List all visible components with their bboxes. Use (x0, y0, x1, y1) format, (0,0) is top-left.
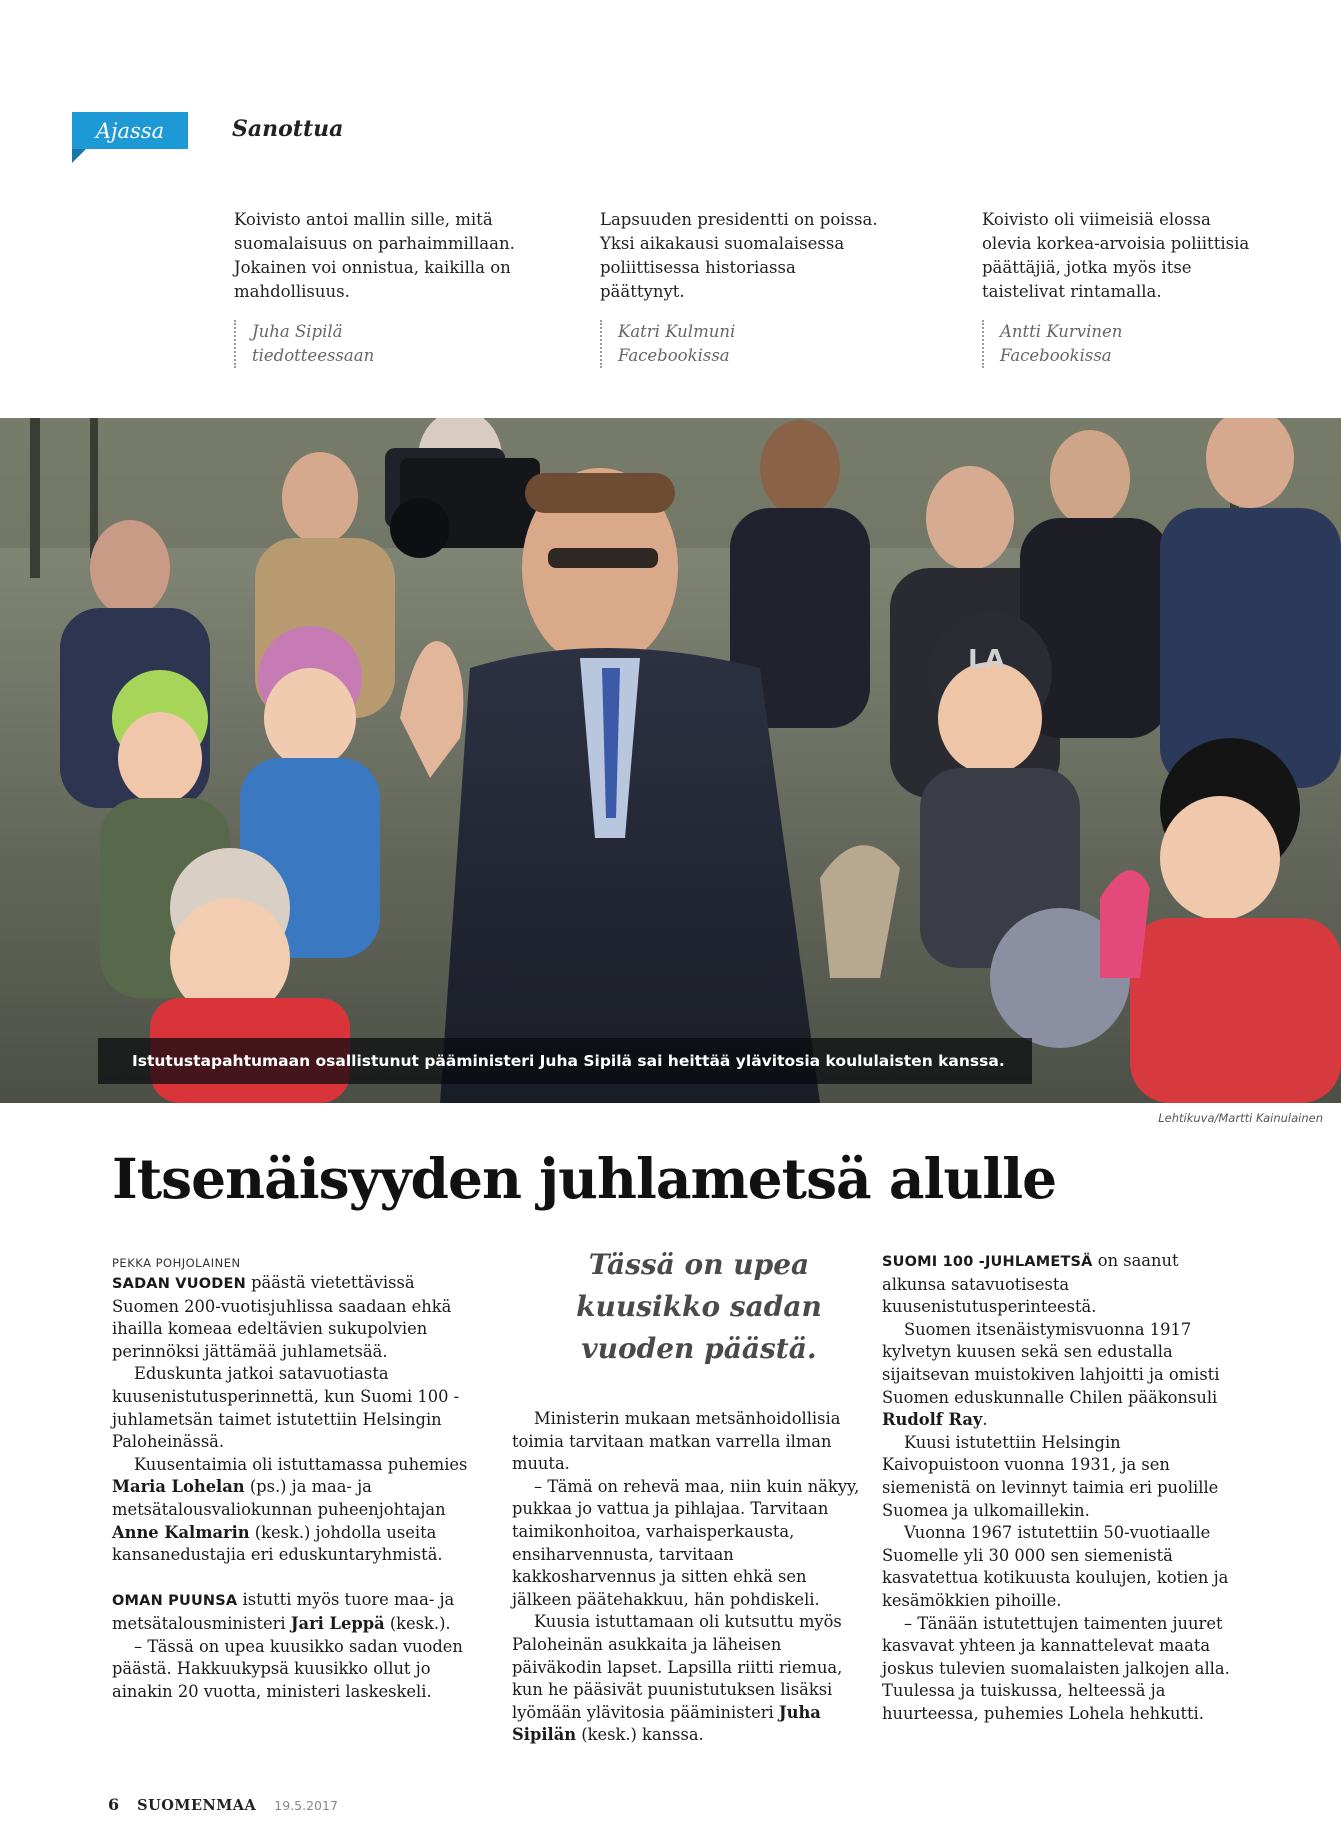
quote-medium: tiedotteessaan (252, 346, 375, 365)
quote-author: Antti Kurvinen (1000, 322, 1123, 341)
text-run: Kuusentaimia oli istuttamassa puhemies (134, 1454, 468, 1474)
quote-line: päättynyt. (600, 282, 685, 301)
text-run: (ps.) ja maa- ja metsätalousvaliokunnan puheenjohtajan (112, 1477, 446, 1519)
quote-line: suomalaisuus on parhaimmillaan. (234, 234, 515, 253)
text-run: on saanut alkunsa satavuotisesta kuusenistutusperinteestä. (882, 1251, 1179, 1317)
quote-text (600, 208, 900, 304)
quote-author: Juha Sipilä (252, 322, 343, 341)
news-photo (0, 418, 1341, 1103)
paragraph (112, 1589, 470, 1635)
quote-line: Yksi aikakausi suomalaisessa (600, 234, 845, 253)
person-name: Juha Sipilän (512, 1702, 821, 1745)
quote-line: Koivisto oli viimeisiä elossa (982, 210, 1211, 229)
quote-line: taistelivat rintamalla. (982, 282, 1162, 301)
text-run: (kesk.) kanssa. (576, 1725, 704, 1745)
quote-line: Jokainen voi onnistua, kaikilla on (234, 258, 511, 277)
paragraph: Eduskunta jatkoi satavuotiasta kuusenistutusperinnettä, kun Suomi 100 -juhlametsän taimet istutettiin Helsingin Paloheinässä. (112, 1364, 460, 1452)
quote-source (600, 320, 900, 368)
text-run: (kesk.) johdolla useita kansanedustajia eri eduskuntaryhmistä. (112, 1522, 443, 1565)
paragraph: – Tässä on upea kuusikko sadan vuoden päästä. Hakkuukypsä kuusikko ollut jo ainakin 20 vuotta, ministeri laskeskeli. (112, 1636, 463, 1701)
pull-quote-line: Tässä on upea (588, 1248, 810, 1281)
quote-text (982, 208, 1282, 304)
quote-medium: Facebookissa (1000, 346, 1112, 365)
quote-author: Katri Kulmuni (618, 322, 736, 341)
quote-source (234, 320, 534, 368)
quote-source (982, 320, 1282, 368)
paragraph (512, 1611, 870, 1747)
page-number: 6 (108, 1795, 120, 1814)
paragraph (882, 1250, 1240, 1319)
paragraph: Ministerin mukaan metsänhoidollisia toimia tarvitaan matkan varrella ilman muuta. (512, 1409, 841, 1474)
article-column-2 (512, 1408, 870, 1747)
quote-text (234, 208, 534, 304)
section-tab (72, 112, 188, 149)
person-name: Jari Leppä (290, 1613, 385, 1633)
quote-2 (600, 208, 900, 368)
pull-quote-line: kuusikko sadan (576, 1290, 822, 1323)
pull-quote (520, 1244, 878, 1370)
lead-in: SUOMI 100 -JUHLAMETSÄ (882, 1254, 1093, 1270)
article-column-1 (112, 1254, 470, 1703)
text-run: päästä vietettävissä Suomen 200-vuotisjuhlissa saadaan ehkä ihailla komeaa edeltävien sukupolvien perinnöksi jättämää juhlametsää. (112, 1273, 452, 1361)
section-tab-label: Ajassa (95, 118, 165, 143)
person-name: Rudolf Ray (882, 1410, 983, 1430)
quote-1 (234, 208, 534, 368)
issue-date: 19.5.2017 (274, 1798, 338, 1813)
section-title: Sanottua (232, 116, 344, 142)
quote-line: päättäjiä, jotka myös itse (982, 258, 1192, 277)
quote-line: olevia korkea-arvoisia poliittisia (982, 234, 1250, 253)
text-run: (kesk.). (384, 1613, 451, 1633)
quote-line: mahdollisuus. (234, 282, 350, 301)
magazine-name: SUOMENMAA (137, 1797, 257, 1814)
article-headline: Itsenäisyyden juhlametsä alulle (112, 1146, 1057, 1211)
byline: PEKKA POHJOLAINEN (112, 1256, 241, 1270)
quote-line: Koivisto antoi mallin sille, mitä (234, 210, 493, 229)
pull-quote-line: vuoden päästä. (581, 1332, 817, 1365)
person-name: Anne Kalmarin (112, 1522, 250, 1542)
photo-illustration (0, 418, 1341, 1103)
quote-3 (982, 208, 1282, 368)
paragraph: Kuusi istutettiin Helsingin Kaivopuistoon vuonna 1931, ja sen siemenistä on levinnyt taimia eri puolille Suomea ja ulkomaillekin. (882, 1432, 1219, 1520)
article-column-3 (882, 1250, 1240, 1725)
paragraph: – Tämä on rehevä maa, niin kuin näkyy, pukkaa jo vattua ja pihlajaa. Tarvitaan taimikonhoitoa, varhaisperkausta, ensiharvennusta, tarvitaan kakkosharvennus ja sitten ehkä sen jälkeen päätehakkuu, hän pohdiskeli. (512, 1476, 860, 1609)
text-run: Kuusia istuttamaan oli kutsuttu myös Paloheinän asukkaita ja läheisen päiväkodin lapset. Lapsilla riitti riemua, kun he pääsivät puunistutuksen lisäksi lyömään ylävitosia pääministeri (512, 1612, 843, 1722)
section-tab-tail (72, 149, 86, 163)
paragraph (882, 1319, 1240, 1432)
photo-caption: Istutustapahtumaan osallistunut pääministeri Juha Sipilä sai heittää ylävitosia koululaisten kanssa. (132, 1052, 1005, 1070)
lead-in: SADAN VUODEN (112, 1276, 246, 1292)
text-run: Suomen itsenäistymisvuonna 1917 kylvetyn kuusen sekä sen edustalla sijaitsevan muistokiven lahjoitti ja omisti Suomen eduskunnalle Chilen pääkonsuli (882, 1319, 1220, 1407)
quote-line: Lapsuuden presidentti on poissa. (600, 210, 878, 229)
lead-in: OMAN PUUNSA (112, 1593, 238, 1610)
text-run: istutti myös tuore maa- ja metsätalousministeri (112, 1590, 455, 1633)
paragraph (112, 1454, 470, 1567)
photo-caption-bar (98, 1038, 1032, 1084)
person-name: Maria Lohelan (112, 1477, 245, 1497)
quote-line: poliittisessa historiassa (600, 258, 796, 277)
paragraph: – Tänään istutettujen taimenten juuret kasvavat yhteen ja kannattelevat maata joskus tulevien suomalaisten jalkojen alla. Tuulessa ja tuiskussa, helteessä ja huurteessa, puhemies Lohela hehkutti. (882, 1613, 1230, 1723)
page-footer (108, 1795, 338, 1814)
quote-medium: Facebookissa (618, 346, 730, 365)
photo-credit: Lehtikuva/Martti Kainulainen (1158, 1111, 1323, 1125)
paragraph: Vuonna 1967 istutettiin 50-vuotiaalle Suomelle yli 30 000 sen siemenistä kasvatettua kotikuusta koulujen, kotien ja kesämökkien pihoille. (882, 1523, 1229, 1610)
cap-logo: LA (968, 645, 1005, 675)
paragraph (112, 1272, 470, 1363)
text-run: . (982, 1410, 988, 1430)
